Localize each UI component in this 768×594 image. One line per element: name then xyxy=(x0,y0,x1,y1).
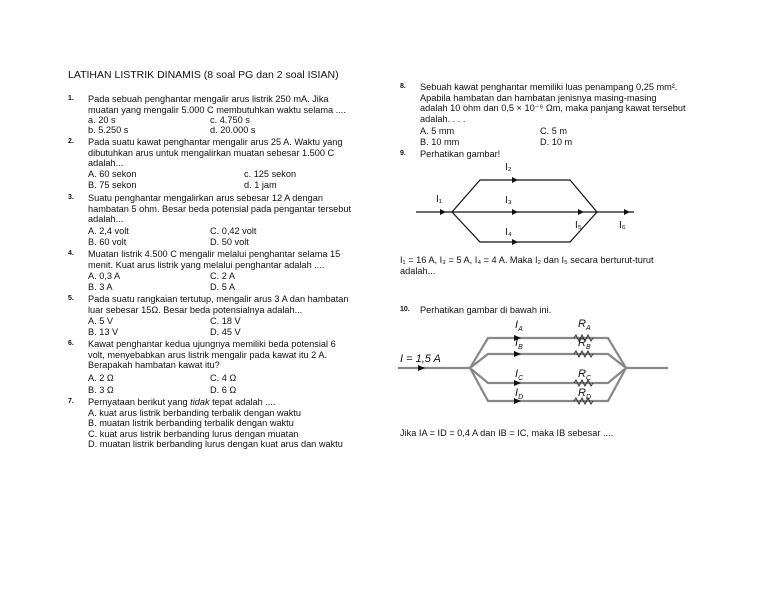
label-ra: $R_A$ xyxy=(578,318,591,332)
question-text: Muatan listrik 4.500 C mengalir melalui penghantar selama 15 xyxy=(88,249,341,259)
option-b: B. 13 V xyxy=(88,327,119,337)
option-d: d. 1 jam xyxy=(244,180,277,190)
question-text: adalah 10 ohm dan 0,5 × 10⁻⁶ Ωm, maka panjang kawat tersebut xyxy=(420,103,686,114)
arrow-icon xyxy=(578,209,584,215)
label-id: $I_D$ xyxy=(515,387,524,401)
wire xyxy=(470,368,626,383)
circuit-diagram-9 xyxy=(410,158,640,248)
question-number: 5. xyxy=(68,295,74,302)
option-d: D. 6 Ω xyxy=(210,385,237,395)
question-text: hambatan 5 ohm. Besar beda potensial pada pengantar tersebut xyxy=(88,203,352,214)
question-number: 10. xyxy=(400,306,410,313)
question-text: Perhatikan gambar! xyxy=(420,149,501,159)
question-text: menit. Kuat arus listrik yang melalui penghantar adalah .... xyxy=(88,259,325,270)
option-b: B. 3 Ω xyxy=(88,385,114,395)
wire xyxy=(470,368,626,401)
option-b: B. 75 sekon xyxy=(88,180,137,190)
question-text-part: Pernyataan berikut yang xyxy=(88,397,191,407)
question-number: 9. xyxy=(400,150,406,157)
label-i2: I₂ xyxy=(505,162,512,173)
circuit-diagram-10 xyxy=(398,316,678,416)
arrow-icon xyxy=(440,209,446,215)
question-number: 8. xyxy=(400,83,406,90)
option-d: D. 5 A xyxy=(210,282,236,292)
question-text-part: tepat adalah .... xyxy=(209,397,276,407)
question-text: Sebuah kawat penghantar memiliki luas penampang 0,25 mm². xyxy=(420,82,678,92)
option-c: C. 4 Ω xyxy=(210,373,237,383)
arrow-icon xyxy=(512,209,518,215)
label-rd: $R_D$ xyxy=(578,387,592,401)
label-ia: $I_A$ xyxy=(515,319,523,333)
question-text: Pada suatu rangkaian tertutup, mengalir arus 3 A dan hambatan xyxy=(88,294,349,304)
option-b: b. 5.250 s xyxy=(88,125,129,135)
option-a: A. 2,4 volt xyxy=(88,226,129,236)
option-a: A. 0,3 A xyxy=(88,271,121,281)
question-text: Kawat penghantar kedua ujungnya memiliki beda potensial 6 xyxy=(88,339,336,349)
question-text: adalah. . . . xyxy=(420,113,466,124)
wire xyxy=(452,180,597,212)
question-text: Pada suatu kawat penghantar mengalir arus 25 A. Waktu yang xyxy=(88,137,343,147)
option-d: D. muatan listrik berbanding lurus dengan kuat arus dan waktu xyxy=(88,439,343,450)
option-d: d. 20.000 s xyxy=(210,125,256,135)
question-text: Apabila hambatan dan hambatan jenisnya masing-masing xyxy=(420,92,657,103)
question-text: Suatu penghantar mengalirkan arus sebesar 12 A dengan xyxy=(88,193,323,203)
label-ic: $I_C$ xyxy=(515,368,524,382)
question-text: Perhatikan gambar di bawah ini. xyxy=(420,305,552,315)
option-c: c. 4.750 s xyxy=(210,115,250,125)
option-b: B. 3 A xyxy=(88,282,113,292)
question-text: luar sebesar 15Ω. Besar beda potensialnya adalah... xyxy=(88,304,303,315)
label-ib: $I_B$ xyxy=(515,337,523,351)
question-number: 2. xyxy=(68,138,74,145)
option-c: C. 5 m xyxy=(540,126,568,136)
question-text: adalah... xyxy=(88,158,124,169)
option-a: A. kuat arus listrik berbanding terbalik dengan waktu xyxy=(88,407,301,418)
question-9-caption xyxy=(400,255,654,276)
question-text: Berapakah hambatan kawat itu? xyxy=(88,360,220,371)
caption-text: I₁ = 16 A, I₃ = 5 A, I₄ = 4 A. Maka I₂ dan I₅ secara berturut-turut xyxy=(400,255,654,265)
question-10-caption: Jika IA = ID = 0,4 A dan IB = IC, maka IB sebesar .... xyxy=(400,428,614,438)
label-i1: I₁ xyxy=(436,194,443,205)
question-number: 6. xyxy=(68,340,74,347)
question-text: adalah... xyxy=(88,214,124,225)
question-text xyxy=(88,397,343,408)
option-a: A. 5 mm xyxy=(420,126,455,136)
page-title: LATIHAN LISTRIK DINAMIS (8 soal PG dan 2 soal ISIAN) xyxy=(68,69,339,81)
question-number: 3. xyxy=(68,194,74,201)
label-rc: $R_C$ xyxy=(578,368,592,382)
question-number: 7. xyxy=(68,398,74,405)
option-a: a. 20 s xyxy=(88,115,116,125)
option-b: B. muatan listrik berbanding terbalik dengan waktu xyxy=(88,418,294,429)
arrow-icon xyxy=(418,365,425,371)
arrow-icon xyxy=(512,239,518,245)
option-d: D. 45 V xyxy=(210,327,241,337)
option-c: C. 0,42 volt xyxy=(210,226,257,236)
option-c: C. 18 V xyxy=(210,316,241,326)
label-i6: I₆ xyxy=(619,220,626,231)
option-c: C. kuat arus listrik berbanding lurus dengan muatan xyxy=(88,428,299,439)
option-a: A. 2 Ω xyxy=(88,373,114,383)
label-i5: I₅ xyxy=(575,220,582,231)
question-number: 1. xyxy=(68,95,74,102)
option-c: c. 125 sekon xyxy=(244,169,297,179)
label-i4: I₄ xyxy=(505,227,512,238)
question-text: dibutuhkan arus untuk mengalirkan muatan sebesar 1.500 C xyxy=(88,147,335,158)
arrow-icon xyxy=(512,177,518,183)
question-number: 4. xyxy=(68,250,74,257)
option-a: A. 60 sekon xyxy=(88,169,137,179)
label-i3: I₃ xyxy=(505,195,512,206)
question-text: volt, menyebabkan arus listrik mengalir pada kawat itu 2 A. xyxy=(88,349,327,360)
option-b: B. 10 mm xyxy=(420,137,460,147)
wire xyxy=(470,354,626,368)
label-rb: $R_B$ xyxy=(578,337,591,351)
arrow-icon xyxy=(624,209,630,215)
question-text: Pada sebuah penghantar mengalir arus listrik 250 mA. Jika xyxy=(88,94,329,104)
question-text-emphasis: tidak xyxy=(190,397,210,407)
option-b: B. 60 volt xyxy=(88,237,127,247)
option-d: D. 10 m xyxy=(540,137,573,147)
option-c: C. 2 A xyxy=(210,271,236,281)
option-d: D. 50 volt xyxy=(210,237,249,247)
caption-text: adalah... xyxy=(400,265,436,276)
arrow-icon xyxy=(514,351,521,357)
option-a: A. 5 V xyxy=(88,316,114,326)
label-total-current: I = 1,5 A xyxy=(400,353,441,365)
question-text: muatan yang mengalir 5.000 C membutuhkan waktu selama .... xyxy=(88,104,346,115)
